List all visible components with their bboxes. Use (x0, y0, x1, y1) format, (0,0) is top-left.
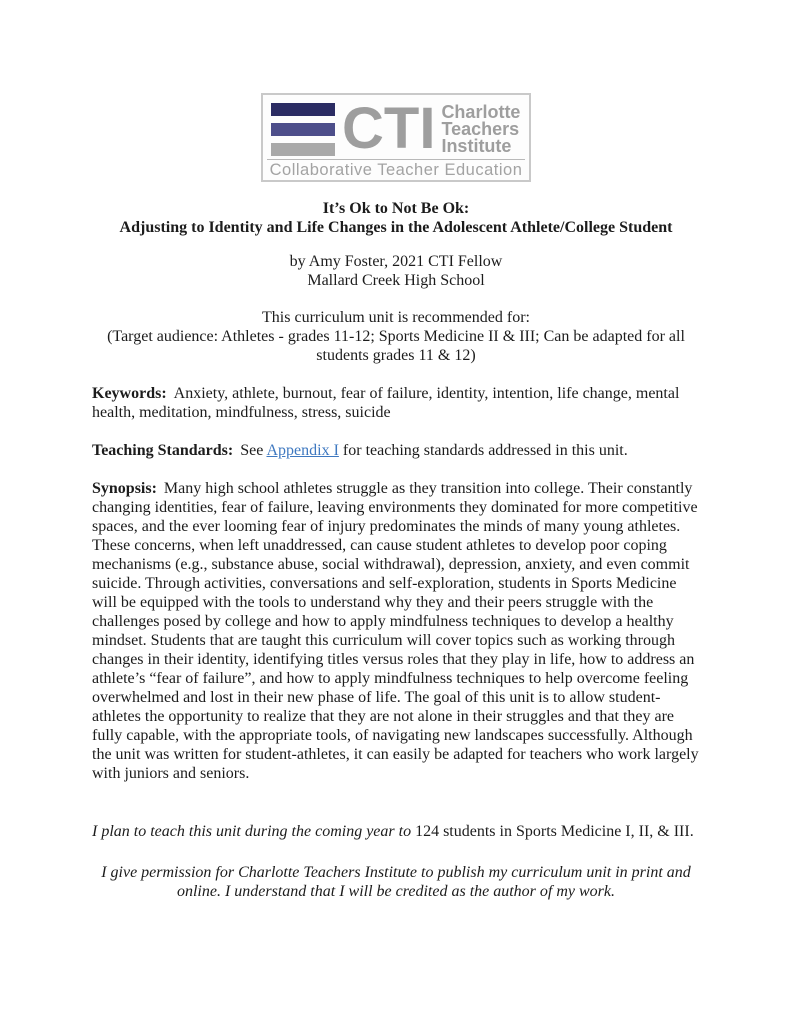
logo-name-line-3: Institute (441, 135, 512, 156)
synopsis-text: Many high school athletes struggle as they transition into college. Their constantly changing identities, fear of failure, leaving environments they dominated for more competitive spaces, and the ever looming fear of injury predominates the minds of many young athletes. These concerns, when left unaddressed, can cause student athletes to develop poor coping mechanisms (e.g., substance abuse, social withdrawal), depression, anxiety, and even commit suicide. Through activities, conversations and self-exploration, students in Sports Medicine will be equipped with the tools to understand why they and their peers struggle with the challenges posed by college and how to apply mindfulness techniques to develop a healthy mindset. Students that are taught this curriculum will cover topics such as working through changes in their identity, identifying titles versus roles that they play in life, how to address an athlete’s “fear of failure”, and how to apply mindfulness techniques to help overcome feeling overwhelmed and lost in their new phase of life. The goal of this unit is to allow student-athletes the opportunity to realize that they are not alone in their struggles and that they are fully capable, with the appropriate tools, of navigating new landscapes successfully. Although the unit was written for student-athletes, it can easily be adapted for teachers who work largely with juniors and seniors. (92, 480, 699, 782)
author-line: by Amy Foster, 2021 CTI Fellow (289, 253, 503, 270)
synopsis-section (92, 479, 700, 783)
logo-name-line-1: Charlotte (441, 101, 521, 122)
keywords-section (92, 384, 700, 422)
recommended-audience: (Target audience: Athletes - grades 11-12; Sports Medicine II & III; Can be adapted for all students grades 11 & 12) (107, 328, 685, 364)
logo-tagline: Collaborative Teacher Education (269, 161, 523, 179)
logo-bar-blue (271, 123, 335, 136)
teaching-standards-label: Teaching Standards: (92, 442, 234, 459)
teaching-plan-statement (92, 822, 700, 841)
keywords-label: Keywords: (92, 385, 167, 402)
logo-acronym: CTI (342, 96, 436, 161)
logo-institute-name (441, 101, 521, 156)
byline (92, 252, 700, 290)
recommended-intro: This curriculum unit is recommended for: (262, 309, 530, 326)
title-line-1: It’s Ok to Not Be Ok: (322, 200, 470, 217)
keywords-text: Anxiety, athlete, burnout, fear of failure, identity, intention, life change, mental health, meditation, mindfulness, stress, suicide (92, 385, 680, 421)
logo-bars (271, 103, 335, 156)
teaching-standards-rest: for teaching standards addressed in this unit. (342, 442, 628, 459)
permission-statement: I give permission for Charlotte Teachers Institute to publish my curriculum unit in print and online. I understand that I will be credited as the author of my work. (101, 864, 691, 900)
synopsis-label: Synopsis: (92, 480, 157, 497)
recommended-section (92, 308, 700, 365)
appendix-link[interactable]: Appendix I (266, 442, 339, 459)
cti-logo (261, 93, 531, 182)
teaching-plan-regular: 124 students in Sports Medicine I, II, & III. (415, 823, 694, 840)
teaching-standards-see: See (240, 442, 264, 459)
logo-bar-navy (271, 103, 335, 116)
title-line-2: Adjusting to Identity and Life Changes in the Adolescent Athlete/College Student (119, 219, 673, 236)
page-title (92, 199, 700, 237)
logo-name-line-2: Teachers (441, 118, 520, 139)
logo-bar-gray (271, 143, 335, 156)
logo-top-row (263, 95, 529, 161)
teaching-plan-italic: I plan to teach this unit during the coming year to (92, 823, 412, 840)
teaching-standards-section (92, 441, 700, 460)
school-line: Mallard Creek High School (307, 272, 485, 289)
logo-container (92, 93, 700, 182)
